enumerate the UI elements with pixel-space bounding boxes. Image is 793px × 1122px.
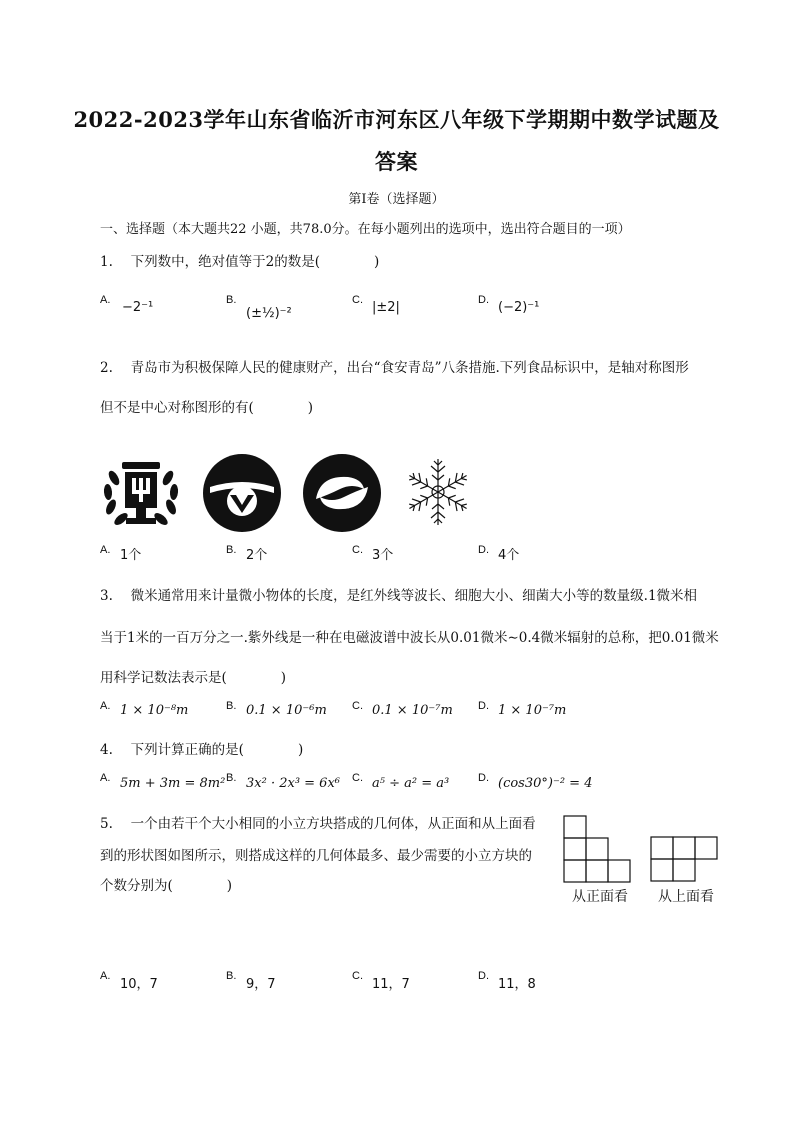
- q2-option-b[interactable]: 2个: [246, 548, 268, 563]
- question-1: 1. 下列数中，绝对值等于2的数是( ): [100, 254, 380, 270]
- section-heading: 一、选择题（本大题共22 小题，共78.0分。在每小题列出的选项中，选出符合题目的一项）: [100, 222, 631, 237]
- q5-option-b-letter: B.: [226, 970, 237, 982]
- q3-option-b-letter: B.: [226, 700, 237, 712]
- q3-option-a[interactable]: 1 × 10⁻⁸m: [120, 703, 189, 718]
- circle-v-logo: [202, 453, 282, 533]
- q1-option-b-letter: B.: [226, 294, 237, 306]
- q5-option-c[interactable]: 11，7: [372, 977, 410, 992]
- q5-option-a[interactable]: 10，7: [120, 977, 158, 992]
- volume-heading: 第I卷（选择题）: [348, 192, 445, 207]
- question-3-line3: 用科学记数法表示是( ): [100, 670, 287, 686]
- question-5-line2: 到的形状图如图所示，则搭成这样的几何体最多、最少需要的小立方块的: [100, 848, 532, 864]
- q4-option-c-letter: C.: [352, 772, 363, 784]
- question-2-line2: 但不是中心对称图形的有( ): [100, 400, 314, 416]
- q1-option-d-letter: D.: [478, 294, 489, 306]
- front-view-diagram: [563, 815, 631, 883]
- doc-title-line1: 2022-2023学年山东省临沂市河东区八年级下学期期中数学试题及: [73, 107, 720, 132]
- q1-option-c-letter: C.: [352, 294, 363, 306]
- q3-option-a-letter: A.: [100, 700, 111, 712]
- q4-option-b-letter: B.: [226, 772, 237, 784]
- snowflake-logo: [402, 456, 474, 528]
- q3-option-d-letter: D.: [478, 700, 489, 712]
- q1-option-a-letter: A.: [100, 294, 111, 306]
- doc-title-line2: 答案: [375, 149, 418, 174]
- q3-option-c[interactable]: 0.1 × 10⁻⁷m: [372, 703, 453, 718]
- q4-option-b[interactable]: 3x² · 2x³ = 6x⁶: [246, 776, 340, 791]
- question-2-line1: 2. 青岛市为积极保障人民的健康财产，出台“食安青岛”八条措施.下列食品标识中，是轴对称图形: [100, 360, 689, 376]
- q4-option-c[interactable]: a⁵ ÷ a² = a³: [372, 776, 450, 791]
- q1-option-d[interactable]: (−2)⁻¹: [498, 300, 540, 315]
- yin-yang-hands-logo: [302, 453, 382, 533]
- q2-option-c[interactable]: 3个: [372, 548, 394, 563]
- laurel-cup-logo: [100, 452, 182, 534]
- q4-option-d-letter: D.: [478, 772, 489, 784]
- q5-option-b[interactable]: 9，7: [246, 977, 276, 992]
- question-5-line3: 个数分别为( ): [100, 878, 233, 894]
- q2-option-a-letter: A.: [100, 544, 111, 556]
- q5-option-c-letter: C.: [352, 970, 363, 982]
- q4-option-a-letter: A.: [100, 772, 111, 784]
- question-3-line1: 3. 微米通常用来计量微小物体的长度，是红外线等波长、细胞大小、细菌大小等的数量级.1微米相: [100, 588, 698, 604]
- q1-option-c[interactable]: |±2|: [372, 300, 400, 315]
- q5-option-d-letter: D.: [478, 970, 489, 982]
- top-view-label: 从上面看: [658, 889, 714, 905]
- q5-option-d[interactable]: 11，8: [498, 977, 536, 992]
- q2-option-b-letter: B.: [226, 544, 237, 556]
- question-5-line1: 5. 一个由若干个大小相同的小立方块搭成的几何体，从正面和从上面看: [100, 816, 536, 832]
- question-3-line2: 当于1米的一百万分之一.紫外线是一种在电磁波谱中波长从0.01微米∼0.4微米辐射的总称，把0.01微米: [100, 630, 719, 646]
- q3-option-c-letter: C.: [352, 700, 363, 712]
- q2-option-c-letter: C.: [352, 544, 363, 556]
- q3-option-d[interactable]: 1 × 10⁻⁷m: [498, 703, 567, 718]
- question-4: 4. 下列计算正确的是( ): [100, 742, 304, 758]
- q2-option-a[interactable]: 1个: [120, 548, 142, 563]
- q4-option-d[interactable]: (cos30°)⁻² = 4: [498, 776, 593, 791]
- q5-option-a-letter: A.: [100, 970, 111, 982]
- q3-option-b[interactable]: 0.1 × 10⁻⁶m: [246, 703, 327, 718]
- q1-option-a[interactable]: −2⁻¹: [122, 300, 154, 315]
- front-view-label: 从正面看: [572, 889, 628, 905]
- top-view-diagram: [650, 836, 718, 882]
- q4-option-a[interactable]: 5m + 3m = 8m²: [120, 776, 226, 791]
- q1-option-b[interactable]: (±½)⁻²: [246, 306, 292, 321]
- q2-option-d[interactable]: 4个: [498, 548, 520, 563]
- q2-option-d-letter: D.: [478, 544, 489, 556]
